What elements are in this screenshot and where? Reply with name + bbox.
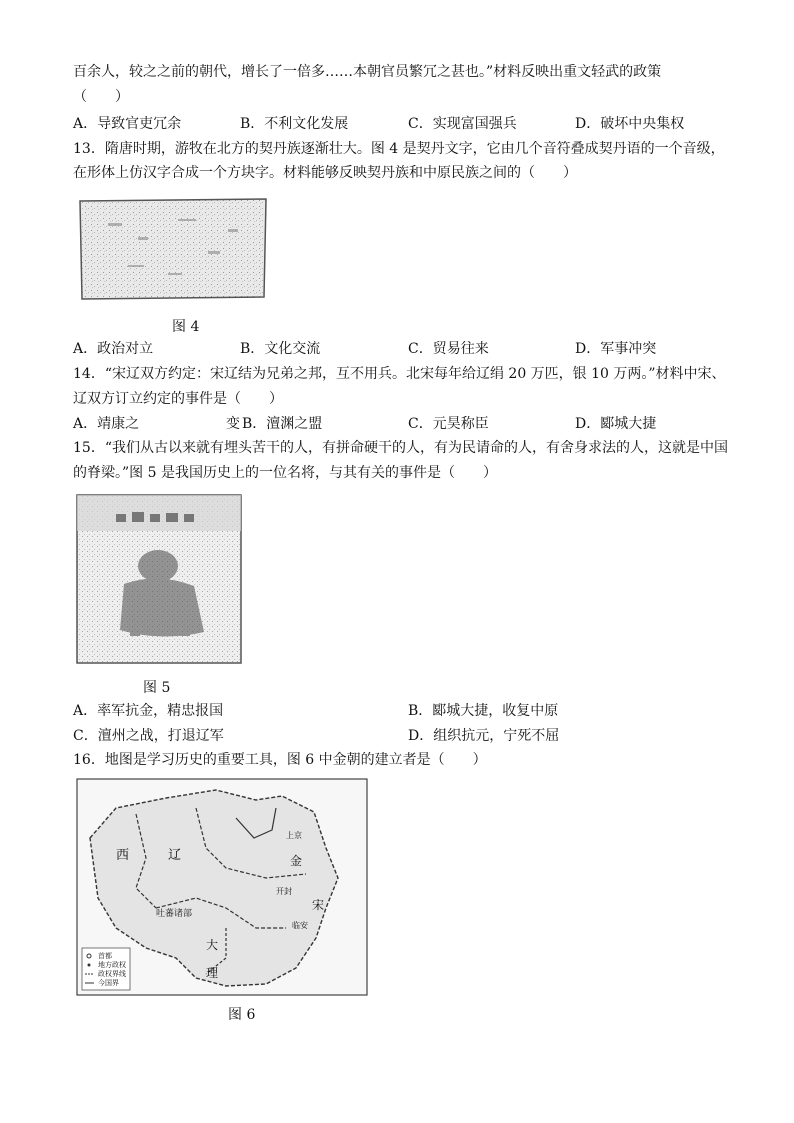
question-15-text-cont: 的脊梁。”图 5 是我国历史上的一位名将，与其有关的事件是（ ） xyxy=(73,465,497,481)
figure-4-caption: 图 4 xyxy=(172,319,200,335)
option-c: C．元昊称臣 xyxy=(408,416,489,432)
question-13-text: 13．隋唐时期，游牧在北方的契丹族逐渐壮大。图 4 是契丹文字，它由几个音符叠成契丹语的一个音级， xyxy=(73,141,725,157)
map-label-da: 大 xyxy=(206,938,219,952)
question-14-text-cont: 辽双方订立约定的事件是（ ） xyxy=(73,391,283,407)
legend-regional-regime: 地方政权 xyxy=(98,961,126,969)
map-label-linan: 临安 xyxy=(292,921,308,930)
option-a: A．靖康之 xyxy=(73,416,140,432)
option-a-tail: 变 xyxy=(226,416,240,432)
map-label-tubo: 吐蕃诸部 xyxy=(156,909,193,919)
map-label-jin: 金 xyxy=(290,854,303,868)
map-label-song: 宋 xyxy=(312,898,325,912)
figure-6-caption: 图 6 xyxy=(228,1007,256,1023)
option-a: A．政治对立 xyxy=(73,341,154,357)
figure-4-khitan-script-image xyxy=(78,193,268,301)
option-c: C．贸易往来 xyxy=(408,341,489,357)
map-label-li: 理 xyxy=(206,966,219,980)
option-d: D．组织抗元，宁死不屈 xyxy=(408,728,560,744)
map-label-shangjing: 上京 xyxy=(286,831,302,840)
legend-modern-border: 今国界 xyxy=(98,979,119,987)
option-c: C．澶州之战，打退辽军 xyxy=(73,728,224,744)
figure-5-caption: 图 5 xyxy=(143,680,171,696)
option-d: D．军事冲突 xyxy=(575,341,657,357)
option-c: C．实现富国强兵 xyxy=(408,116,517,132)
answer-bracket: （ ） xyxy=(73,89,129,105)
figure-6-song-liao-jin-map xyxy=(76,778,368,996)
map-label-kaifeng: 开封 xyxy=(276,887,292,896)
question-13-text-cont: 在形体上仿汉字合成一个方块字。材料能够反映契丹族和中原民族之间的（ ） xyxy=(73,165,577,181)
option-b: B．澶渊之盟 xyxy=(242,416,323,432)
question-16-text: 16．地图是学习历史的重要工具，图 6 中金朝的建立者是（ ） xyxy=(73,752,487,768)
option-d: D．破坏中央集权 xyxy=(575,116,685,132)
option-b: B．郾城大捷，收复中原 xyxy=(408,703,559,719)
map-label-liao: 辽 xyxy=(168,848,182,863)
question-15-text: 15．“我们从古以来就有埋头苦干的人，有拼命硬干的人，有为民请命的人，有舍身求法的人，这就是中国 xyxy=(73,440,728,456)
option-a: A．率军抗金，精忠报国 xyxy=(73,703,224,719)
option-b: B．不利文化发展 xyxy=(240,116,349,132)
question-text-line: 百余人，较之之前的朝代，增长了一倍多……本朝官员繁冗之甚也。”材料反映出重文轻武的政策 xyxy=(73,64,662,80)
legend-capital: 首都 xyxy=(98,952,112,960)
option-d: D．郾城大捷 xyxy=(575,416,657,432)
figure-5-general-portrait-image xyxy=(76,494,242,664)
option-b: B．文化交流 xyxy=(240,341,321,357)
legend-regime-boundary: 政权界线 xyxy=(98,970,126,978)
question-14-text: 14．“宋辽双方约定：宋辽结为兄弟之邦，互不用兵。北宋每年给辽绢 20 万匹，银 10 万两。”材料中宋、 xyxy=(73,366,726,382)
map-label-xi: 西 xyxy=(116,848,130,863)
option-a: A．导致官吏冗余 xyxy=(73,116,182,132)
